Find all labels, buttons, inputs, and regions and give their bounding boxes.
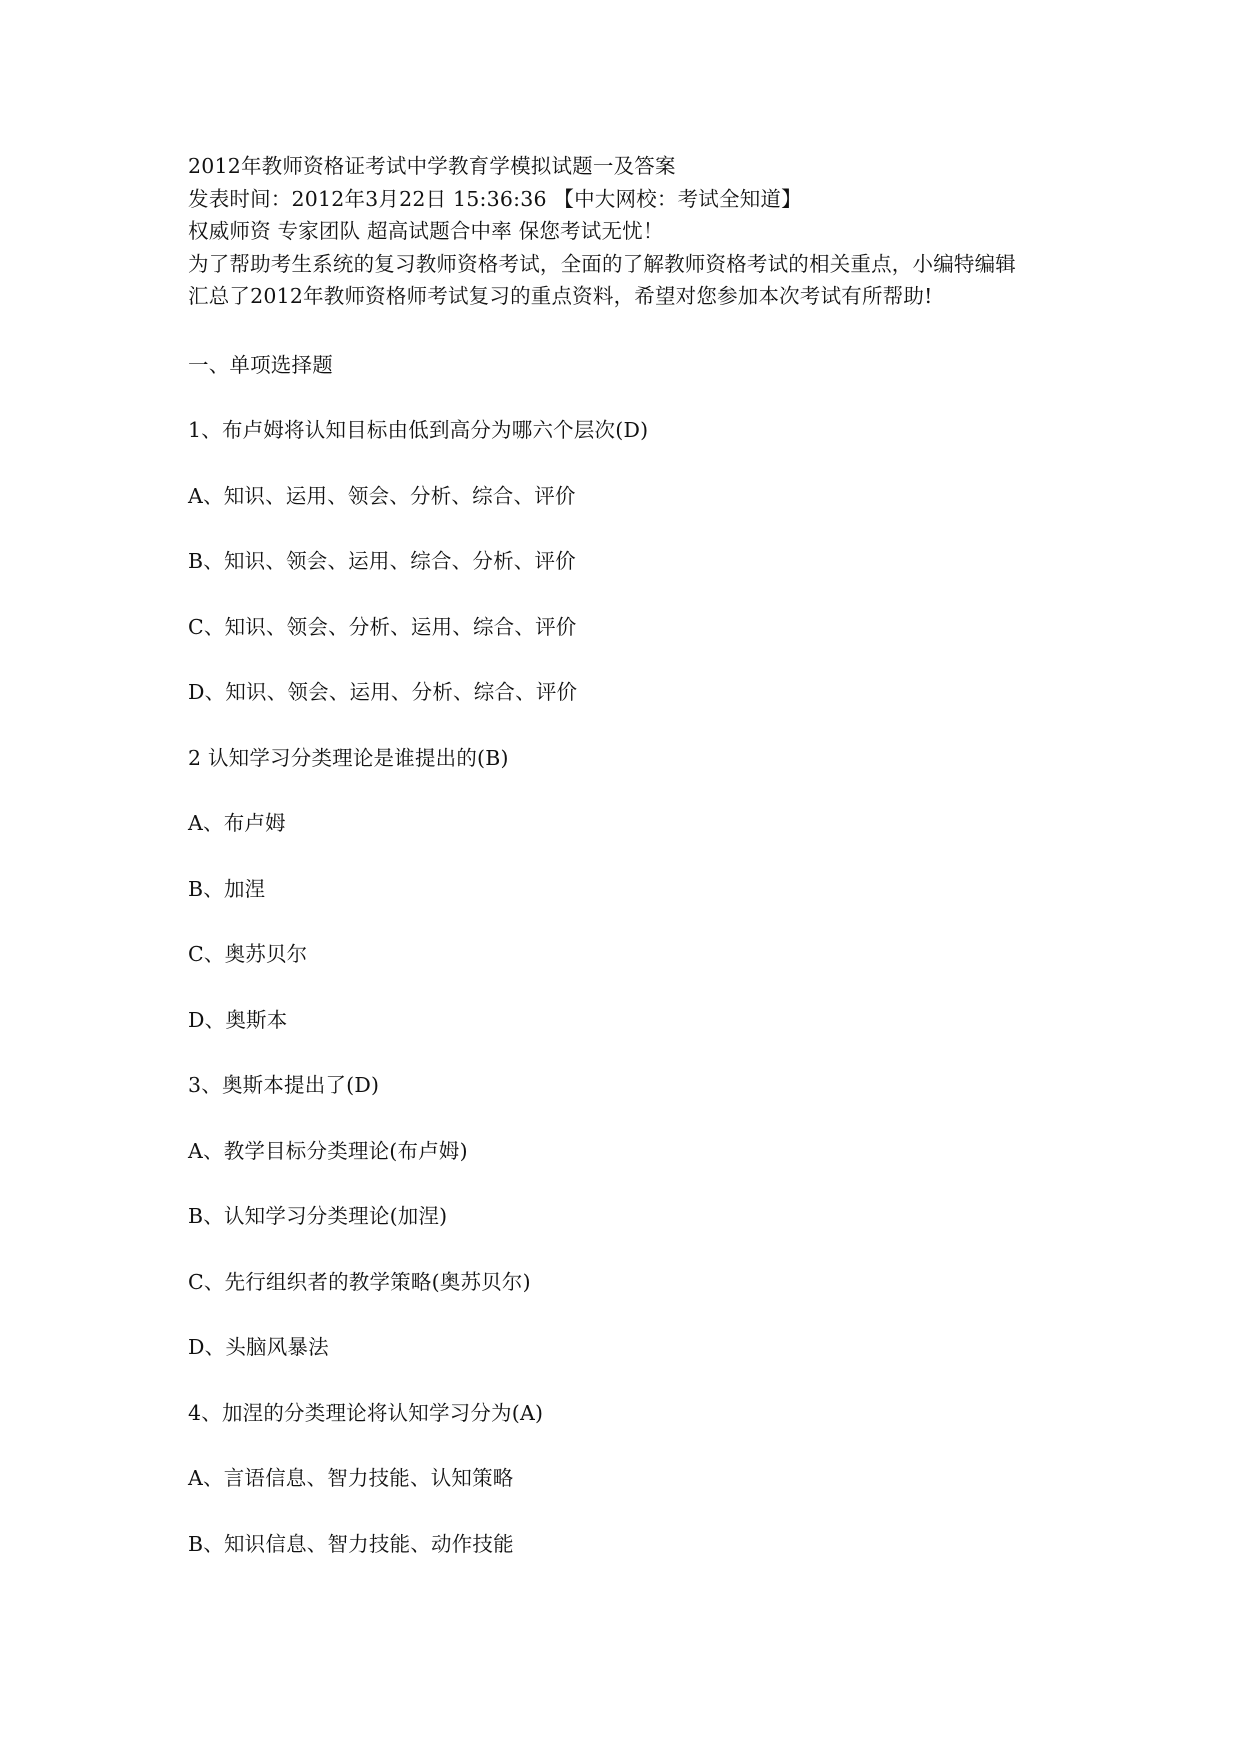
spacer	[188, 774, 1088, 807]
question-option: A、布卢姆	[188, 811, 286, 835]
spacer	[188, 1364, 1088, 1397]
spacer	[188, 1495, 1088, 1528]
document-title: 2012年教师资格证考试中学教育学模拟试题一及答案	[188, 154, 676, 178]
spacer	[188, 971, 1088, 1004]
document-body	[188, 150, 1088, 1560]
question-stem: 2 认知学习分类理论是谁提出的(B)	[188, 745, 509, 770]
question-option: A、知识、运用、领会、分析、综合、评价	[188, 483, 576, 508]
publish-info: 发表时间：2012年3月22日 15:36:36 【中大网校：考试全知道】	[188, 186, 802, 211]
spacer	[188, 709, 1088, 742]
question-option: A、言语信息、智力技能、认知策略	[188, 1466, 514, 1490]
spacer	[188, 840, 1088, 873]
spacer	[188, 905, 1088, 938]
intro-line-2: 汇总了2012年教师资格师考试复习的重点资料，希望对您参加本次考试有所帮助!	[188, 284, 933, 308]
question-option: B、知识信息、智力技能、动作技能	[188, 1531, 514, 1556]
spacer	[188, 1167, 1088, 1200]
question-option: D、头脑风暴法	[188, 1335, 329, 1359]
question-option: B、知识、领会、运用、综合、分析、评价	[188, 549, 576, 573]
spacer	[188, 1429, 1088, 1462]
spacer	[188, 578, 1088, 611]
question-option: A、教学目标分类理论(布卢姆)	[188, 1138, 468, 1163]
slogan-line: 权威师资 专家团队 超高试题合中率 保您考试无忧！	[188, 219, 664, 243]
spacer	[188, 1298, 1088, 1331]
spacer	[188, 643, 1088, 676]
question-stem: 4、加涅的分类理论将认知学习分为(A)	[188, 1400, 544, 1425]
question-option: D、奥斯本	[188, 1007, 288, 1032]
question-option: B、认知学习分类理论(加涅)	[188, 1204, 448, 1228]
question-stem: 1、布卢姆将认知目标由低到高分为哪六个层次(D)	[188, 418, 649, 442]
section-heading: 一、单项选择题	[188, 352, 333, 377]
intro-line-1: 为了帮助考生系统的复习教师资格考试，全面的了解教师资格考试的相关重点，小编特编辑	[188, 251, 1016, 276]
question-option: C、知识、领会、分析、运用、综合、评价	[188, 614, 577, 639]
spacer	[188, 313, 1088, 349]
spacer	[188, 381, 1088, 414]
question-option: C、奥苏贝尔	[188, 942, 308, 966]
spacer	[188, 1233, 1088, 1266]
question-option: D、知识、领会、运用、分析、综合、评价	[188, 680, 578, 704]
question-option: C、先行组织者的教学策略(奥苏贝尔)	[188, 1269, 531, 1294]
spacer	[188, 512, 1088, 545]
question-option: B、加涅	[188, 876, 266, 901]
spacer	[188, 1102, 1088, 1135]
spacer	[188, 447, 1088, 480]
question-stem: 3、奥斯本提出了(D)	[188, 1073, 380, 1097]
spacer	[188, 1036, 1088, 1069]
